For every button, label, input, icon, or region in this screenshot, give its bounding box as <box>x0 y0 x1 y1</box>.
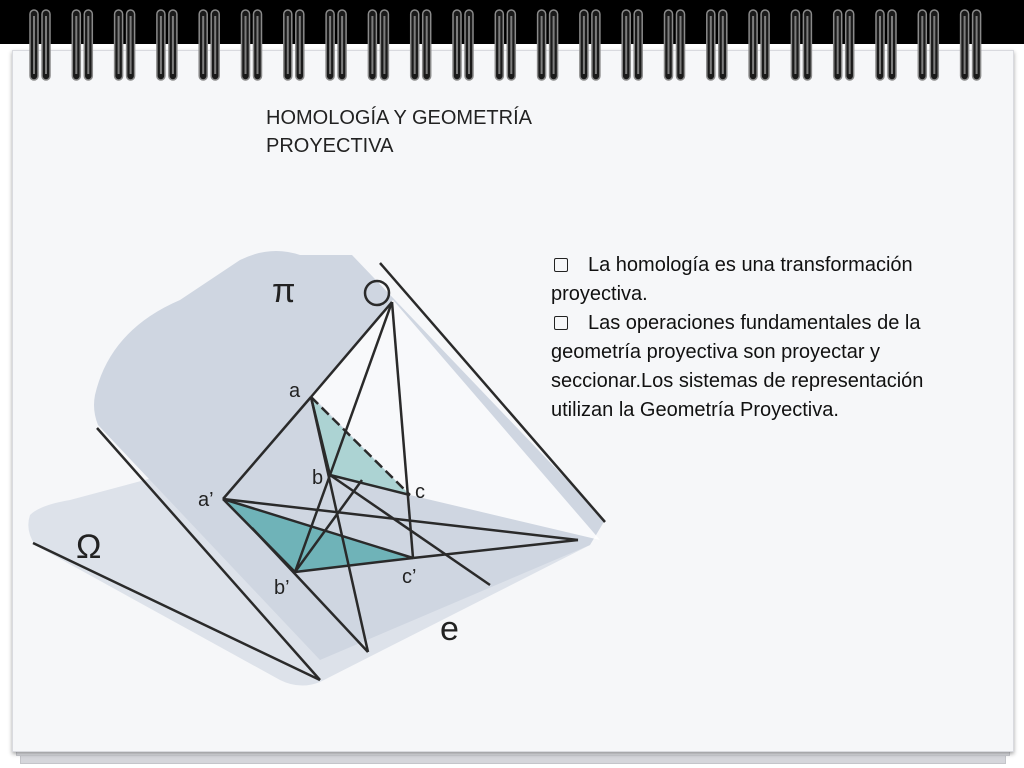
label-b-prime: b’ <box>274 577 290 599</box>
slide-title: HOMOLOGÍA Y GEOMETRÍA PROYECTIVA <box>266 107 531 157</box>
bullet-text: La homología es una transformación proyectiva. <box>551 254 913 305</box>
label-a-prime: a’ <box>198 489 214 511</box>
label-c-prime: c’ <box>402 566 417 588</box>
label-e: e <box>440 610 459 648</box>
label-omega: Ω <box>76 528 102 566</box>
label-a: a <box>289 380 301 402</box>
label-b: b <box>312 467 324 489</box>
bullet-text: Las operaciones fundamentales de la geometría proyectiva son proyectar y seccionar.Los sistemas de representación utilizan la Geometría Proyectiva. <box>551 312 924 421</box>
label-pi: π <box>272 272 296 310</box>
label-c: c <box>415 481 425 503</box>
